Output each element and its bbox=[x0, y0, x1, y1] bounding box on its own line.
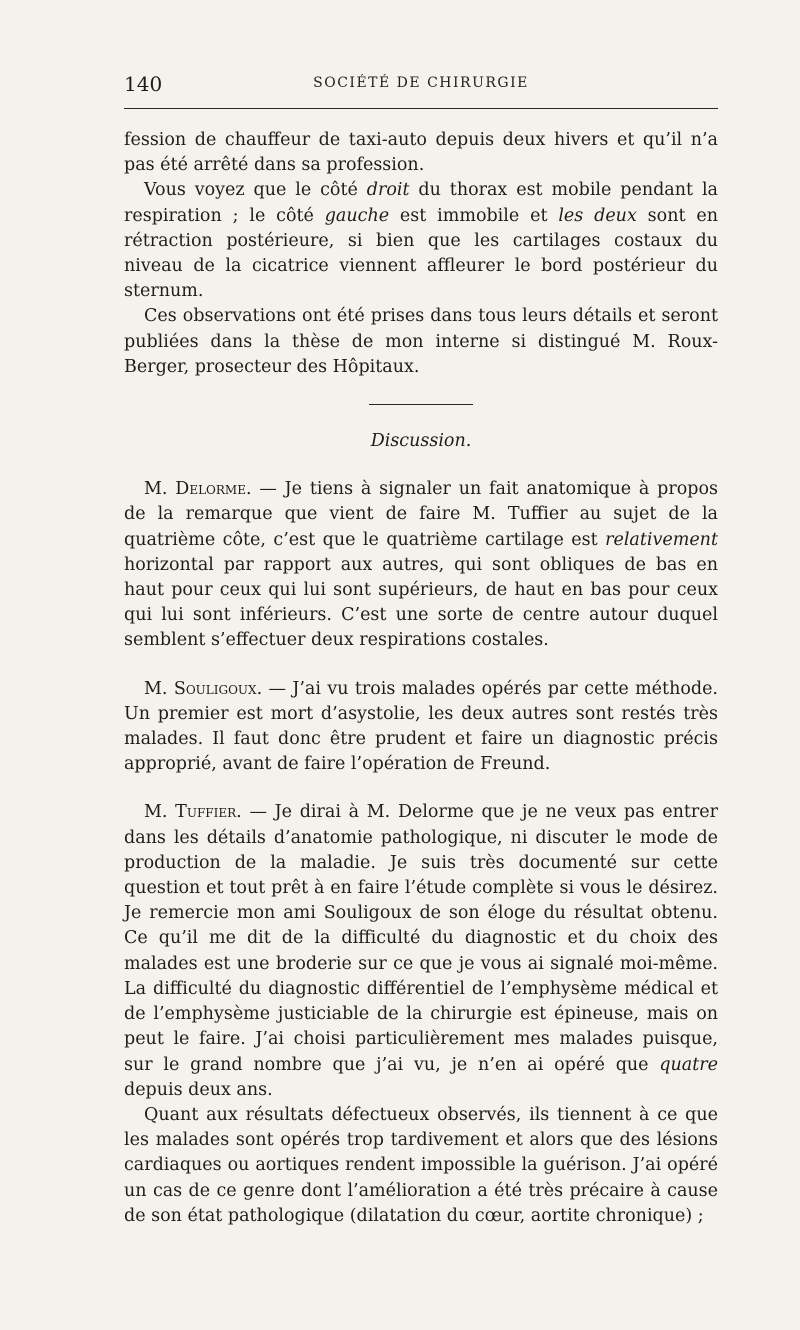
paragraph-results: Quant aux résultats défectueux observés, ils tiennent à ce que les malades sont opérés trop tardivement et alors que des lésions cardiaques ou aortiques rendent impossible la guérison. J’ai opéré un cas de ce genre dont l’amélioration a été très précaire à cause de son état pathologique (dilatation du cœur, aortite chronique) ; bbox=[124, 1104, 718, 1226]
text-run: depuis deux ans. bbox=[124, 1079, 273, 1100]
emphasis-text: les deux bbox=[558, 205, 637, 226]
speaker-name: M. Souligoux. bbox=[144, 678, 263, 699]
page-body bbox=[124, 128, 718, 1229]
paragraph-souligoux bbox=[124, 677, 718, 778]
text-run: du thorax est mobile pendant la respiration ; le côté bbox=[124, 180, 718, 226]
text-run: sont en rétraction postérieure, si bien que les cartilages costaux du niveau de la cicatrice viennent affleurer le bord postérieur du sternum. bbox=[124, 205, 718, 302]
paragraph-tuffier bbox=[124, 800, 718, 1102]
emphasis-text: quatre bbox=[659, 1054, 718, 1075]
discussion-heading: Discussion. bbox=[370, 431, 472, 452]
spacer bbox=[124, 454, 718, 477]
speaker-name: M. Tuffier. bbox=[144, 802, 242, 823]
text-run: — J’ai vu trois malades opérés par cette méthode. Un premier est mort d’asystolie, les deux autres sont restés très malades. Il faut donc être prudent et faire un diagnostic précis approprié, avant de faire l’opération de Freund. bbox=[124, 678, 718, 775]
paragraph-continuation: fession de chauffeur de taxi-auto depuis deux hivers et qu’il n’a pas été arrêté dans sa profession. bbox=[124, 130, 718, 176]
text-run: Vous voyez que le côté bbox=[144, 180, 367, 201]
text-run: horizontal par rapport aux autres, qui sont obliques de bas en haut pour ceux qui lui sont supérieurs, de haut en bas pour ceux qui lui sont inférieurs. C’est une sorte de centre autour duquel semblent s’effectuer deux respirations costales. bbox=[124, 554, 718, 651]
page-header bbox=[124, 72, 718, 102]
speaker-name: M. Delorme. bbox=[144, 479, 252, 500]
spacer bbox=[124, 654, 718, 677]
paragraph-delorme bbox=[124, 477, 718, 653]
emphasis-text: gauche bbox=[324, 205, 390, 226]
header-rule bbox=[124, 108, 718, 109]
spacer bbox=[124, 777, 718, 800]
text-run: — Je dirai à M. Delorme que je ne veux pas entrer dans les détails d’anatomie pathologique, ni discuter le mode de production de la maladie. Je suis très documenté sur cette question et tout prêt à en faire l’étude complète si vous le désirez. Je remercie mon ami Souligoux de son éloge du résultat obtenu. Ce qu’il me dit de la difficulté du diagnostic et du choix des malades est une broderie sur ce que je vous ai signalé moi-même. La difficulté du diagnostic différentiel de l’emphysème médical et de l’emphysème justiciable de la chirurgie est épineuse, mais on peut le faire. J’ai choisi particulièrement mes malades puisque, sur le grand nombre que j’ai vu, je n’en ai opéré que bbox=[124, 802, 718, 1075]
paragraph-observations: Ces observations ont été prises dans tous leurs détails et seront publiées dans la thèse de mon interne si distingué M. Roux-Berger, prosecteur des Hôpitaux. bbox=[124, 306, 718, 377]
emphasis-text: relativement bbox=[605, 529, 718, 550]
spacer bbox=[124, 405, 718, 429]
running-head: SOCIÉTÉ DE CHIRURGIE bbox=[313, 75, 529, 91]
text-run: — Je tiens à signaler un fait anatomique à propos de la remarque que vient de faire M. Tuffier au sujet de la quatrième côte, c’est que le quatrième cartilage est bbox=[124, 479, 718, 550]
text-run: est immobile et bbox=[389, 205, 559, 226]
emphasis-text: droit bbox=[366, 180, 410, 201]
spacer bbox=[124, 380, 718, 404]
page-number: 140 bbox=[124, 72, 163, 96]
paragraph-thorax bbox=[124, 178, 718, 304]
